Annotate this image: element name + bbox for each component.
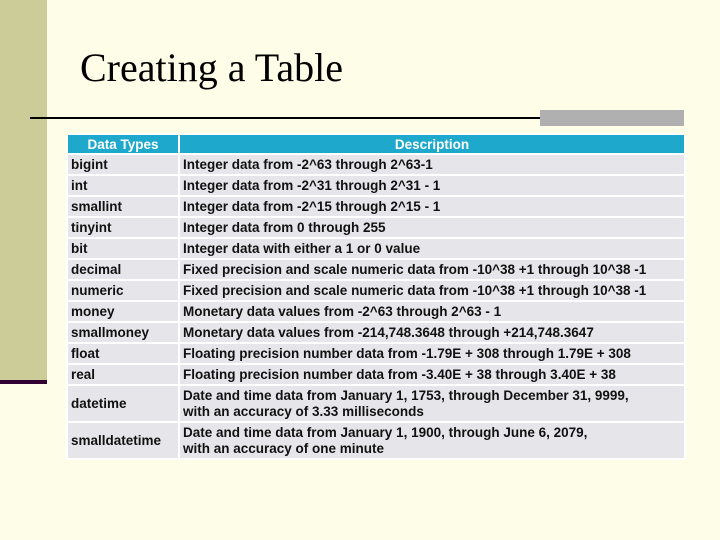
slide-title: Creating a Table (80, 45, 344, 90)
description-cell: Monetary data values from -2^63 through 2^63 - 1 (180, 302, 684, 321)
column-header-description: Description (180, 135, 684, 153)
description-cell: Monetary data values from -214,748.3648 through +214,748.3647 (180, 323, 684, 342)
type-cell: smalldatetime (68, 423, 178, 458)
table-row (68, 423, 684, 458)
type-cell: bigint (68, 155, 178, 174)
description-cell: Integer data from -2^31 through 2^31 - 1 (180, 176, 684, 195)
description-cell: Integer data from -2^63 through 2^63-1 (180, 155, 684, 174)
type-cell: int (68, 176, 178, 195)
description-cell: Floating precision number data from -3.40E + 38 through 3.40E + 38 (180, 365, 684, 384)
title-divider-accent (540, 110, 684, 126)
table-row (68, 155, 684, 174)
description-line: with an accuracy of one minute (183, 440, 385, 456)
description-cell: Fixed precision and scale numeric data from -10^38 +1 through 10^38 -1 (180, 260, 684, 279)
type-cell: smallmoney (68, 323, 178, 342)
table-row (68, 302, 684, 321)
description-cell: Integer data with either a 1 or 0 value (180, 239, 684, 258)
type-cell: float (68, 344, 178, 363)
type-cell: tinyint (68, 218, 178, 237)
table-row (68, 197, 684, 216)
description-cell: Integer data from -2^15 through 2^15 - 1 (180, 197, 684, 216)
data-types-table-container (66, 133, 686, 460)
type-cell: money (68, 302, 178, 321)
type-cell: real (68, 365, 178, 384)
side-accent-line (0, 380, 47, 384)
type-cell: datetime (68, 386, 178, 421)
table-row (68, 365, 684, 384)
type-cell: smallint (68, 197, 178, 216)
table-row (68, 176, 684, 195)
type-cell: decimal (68, 260, 178, 279)
description-line: with an accuracy of 3.33 milliseconds (183, 403, 424, 419)
description-cell (180, 423, 684, 458)
table-row (68, 386, 684, 421)
table-row (68, 260, 684, 279)
description-cell: Fixed precision and scale numeric data from -10^38 +1 through 10^38 -1 (180, 281, 684, 300)
description-cell: Integer data from 0 through 255 (180, 218, 684, 237)
side-accent-bar (0, 0, 47, 383)
description-cell: Floating precision number data from -1.79E + 308 through 1.79E + 308 (180, 344, 684, 363)
table-header-row (68, 135, 684, 153)
title-divider (30, 117, 540, 119)
table-row (68, 323, 684, 342)
description-cell (180, 386, 684, 421)
description-line: Date and time data from January 1, 1753, through December 31, 9999, (183, 387, 629, 403)
column-header-data-types: Data Types (68, 135, 178, 153)
data-types-table (66, 133, 686, 460)
table-row (68, 281, 684, 300)
description-line: Date and time data from January 1, 1900, through June 6, 2079, (183, 424, 588, 440)
table-row (68, 344, 684, 363)
type-cell: numeric (68, 281, 178, 300)
table-row (68, 218, 684, 237)
type-cell: bit (68, 239, 178, 258)
table-row (68, 239, 684, 258)
